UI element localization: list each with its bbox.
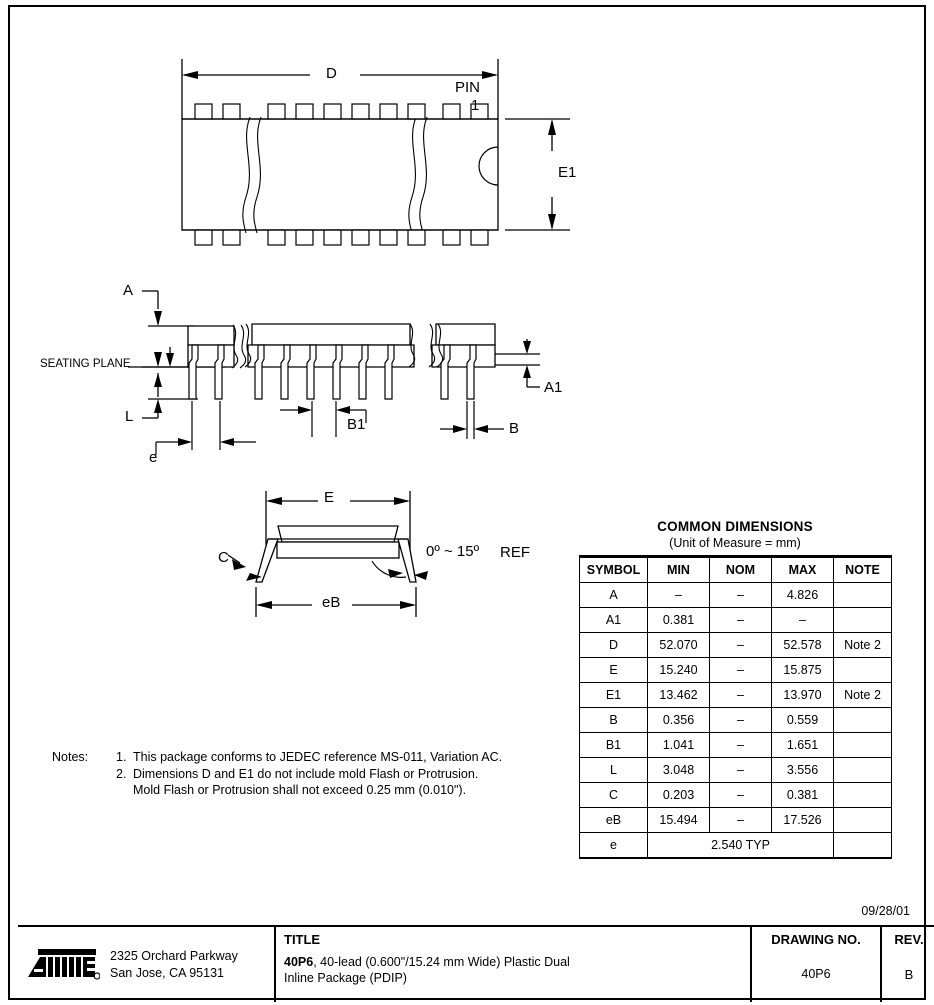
note-item xyxy=(116,749,502,766)
dim-label-e: e xyxy=(149,449,158,466)
title-text xyxy=(284,955,750,986)
notes-label: Notes: xyxy=(52,750,89,764)
top-view-svg xyxy=(160,47,580,272)
cell-min: 0.381 xyxy=(648,608,710,633)
table-row-span xyxy=(580,833,892,858)
pin1-label-line1: PIN xyxy=(455,79,481,96)
atmel-logo xyxy=(26,947,100,983)
cell-min: 52.070 xyxy=(648,633,710,658)
drawing-no-value: 40P6 xyxy=(801,967,831,981)
angle-label: 0º ~ 15º xyxy=(426,543,480,560)
dim-label-e-endview: E xyxy=(324,489,335,506)
table-row xyxy=(580,733,892,758)
cell-max: 4.826 xyxy=(772,583,834,608)
cell-max: 0.559 xyxy=(772,708,834,733)
title-description: , 40-lead (0.600"/15.24 mm Wide) Plastic Dual xyxy=(313,955,570,969)
cell-nom: – xyxy=(710,583,772,608)
note-item xyxy=(116,766,502,799)
common-dimensions-block xyxy=(579,519,891,859)
cell-symbol: E1 xyxy=(580,683,648,708)
dim-label-c: C xyxy=(218,549,229,566)
rev-value: B xyxy=(904,967,914,982)
end-view-drawing xyxy=(200,477,560,627)
col-header-max: MAX xyxy=(772,557,834,583)
cell-min: – xyxy=(648,583,710,608)
address-line-1: 2325 Orchard Parkway xyxy=(110,948,238,963)
side-view-drawing xyxy=(40,277,600,467)
cell-note xyxy=(834,758,892,783)
cell-max: 13.970 xyxy=(772,683,834,708)
cell-nom: – xyxy=(710,758,772,783)
datasheet-page xyxy=(8,5,926,1000)
note-text-continued: Mold Flash or Protrusion shall not exceed 0.25 mm (0.010"). xyxy=(133,783,467,797)
cell-min: 15.240 xyxy=(648,658,710,683)
table-header-row xyxy=(580,557,892,583)
cell-nom: – xyxy=(710,808,772,833)
cell-note xyxy=(834,583,892,608)
note-number: 1. xyxy=(116,750,127,764)
dim-label-eb: eB xyxy=(322,594,341,611)
cell-symbol: C xyxy=(580,783,648,808)
company-address xyxy=(110,948,238,982)
cell-note xyxy=(834,708,892,733)
cell-nom: – xyxy=(710,608,772,633)
title-part-number: 40P6 xyxy=(284,955,314,969)
col-header-min: MIN xyxy=(648,557,710,583)
table-row xyxy=(580,708,892,733)
table-row xyxy=(580,783,892,808)
cell-min: 0.203 xyxy=(648,783,710,808)
note-text: This package conforms to JEDEC reference MS-011, Variation AC. xyxy=(133,750,503,764)
notes-list xyxy=(116,749,502,799)
top-view-drawing xyxy=(160,47,580,272)
cell-max: 0.381 xyxy=(772,783,834,808)
table-row xyxy=(580,633,892,658)
col-header-note: NOTE xyxy=(834,557,892,583)
table-row xyxy=(580,658,892,683)
dimensions-table xyxy=(579,555,892,859)
cell-min: 3.048 xyxy=(648,758,710,783)
title-block-rev-cell xyxy=(882,927,934,1002)
dimensions-title: COMMON DIMENSIONS xyxy=(657,519,813,534)
col-header-symbol: SYMBOL xyxy=(580,557,648,583)
title-block xyxy=(18,925,934,1002)
cell-symbol: A1 xyxy=(580,608,648,633)
title-block-address-cell xyxy=(18,927,276,1002)
revision-date: 09/28/01 xyxy=(861,904,910,918)
dim-label-b1: B1 xyxy=(347,416,366,433)
dim-label-l: L xyxy=(125,408,134,425)
pin1-label-line2: 1 xyxy=(471,97,480,114)
dim-label-a: A xyxy=(123,282,134,299)
cell-note xyxy=(834,808,892,833)
cell-min: 0.356 xyxy=(648,708,710,733)
dim-label-d: D xyxy=(326,65,337,82)
cell-note xyxy=(834,833,892,858)
side-view-svg xyxy=(40,277,600,467)
cell-nom: – xyxy=(710,783,772,808)
seating-plane-label: SEATING PLANE xyxy=(40,358,131,370)
cell-symbol: eB xyxy=(580,808,648,833)
cell-max: 3.556 xyxy=(772,758,834,783)
dim-label-e1: E1 xyxy=(558,164,577,181)
cell-note xyxy=(834,733,892,758)
cell-symbol: A xyxy=(580,583,648,608)
cell-note xyxy=(834,658,892,683)
cell-note xyxy=(834,608,892,633)
note-text: Dimensions D and E1 do not include mold Flash or Protrusion. xyxy=(133,766,479,781)
title-header: TITLE xyxy=(284,932,321,947)
cell-nom: – xyxy=(710,708,772,733)
dim-label-b: B xyxy=(509,420,520,437)
title-description-line2: Inline Package (PDIP) xyxy=(284,970,407,985)
cell-note xyxy=(834,783,892,808)
cell-max: 15.875 xyxy=(772,658,834,683)
cell-min: 1.041 xyxy=(648,733,710,758)
table-row xyxy=(580,683,892,708)
dimensions-subtitle: (Unit of Measure = mm) xyxy=(669,536,801,550)
cell-nom: – xyxy=(710,658,772,683)
dim-label-a1: A1 xyxy=(544,379,563,396)
table-row xyxy=(580,608,892,633)
atmel-logo-svg xyxy=(26,947,100,983)
cell-note: Note 2 xyxy=(834,683,892,708)
notes-block xyxy=(52,749,502,799)
cell-min: 13.462 xyxy=(648,683,710,708)
drawing-no-header: DRAWING NO. xyxy=(771,932,861,947)
cell-max: 52.578 xyxy=(772,633,834,658)
cell-symbol: E xyxy=(580,658,648,683)
cell-symbol: B xyxy=(580,708,648,733)
cell-max: – xyxy=(772,608,834,633)
cell-span-value: 2.540 TYP xyxy=(648,833,834,858)
note-number: 2. xyxy=(116,766,127,781)
cell-note: Note 2 xyxy=(834,633,892,658)
rev-header: REV. xyxy=(894,932,924,947)
cell-nom: – xyxy=(710,733,772,758)
cell-symbol: L xyxy=(580,758,648,783)
cell-nom: – xyxy=(710,633,772,658)
address-line-2: San Jose, CA 95131 xyxy=(110,965,224,980)
ref-label: REF xyxy=(500,544,530,561)
cell-symbol: e xyxy=(580,833,648,858)
cell-min: 15.494 xyxy=(648,808,710,833)
cell-max: 1.651 xyxy=(772,733,834,758)
table-row xyxy=(580,583,892,608)
cell-max: 17.526 xyxy=(772,808,834,833)
table-row xyxy=(580,758,892,783)
table-row xyxy=(580,808,892,833)
cell-symbol: D xyxy=(580,633,648,658)
col-header-nom: NOM xyxy=(710,557,772,583)
cell-symbol: B1 xyxy=(580,733,648,758)
title-block-drawing-no-cell xyxy=(752,927,882,1002)
cell-nom: – xyxy=(710,683,772,708)
title-block-title-cell xyxy=(276,927,752,1002)
